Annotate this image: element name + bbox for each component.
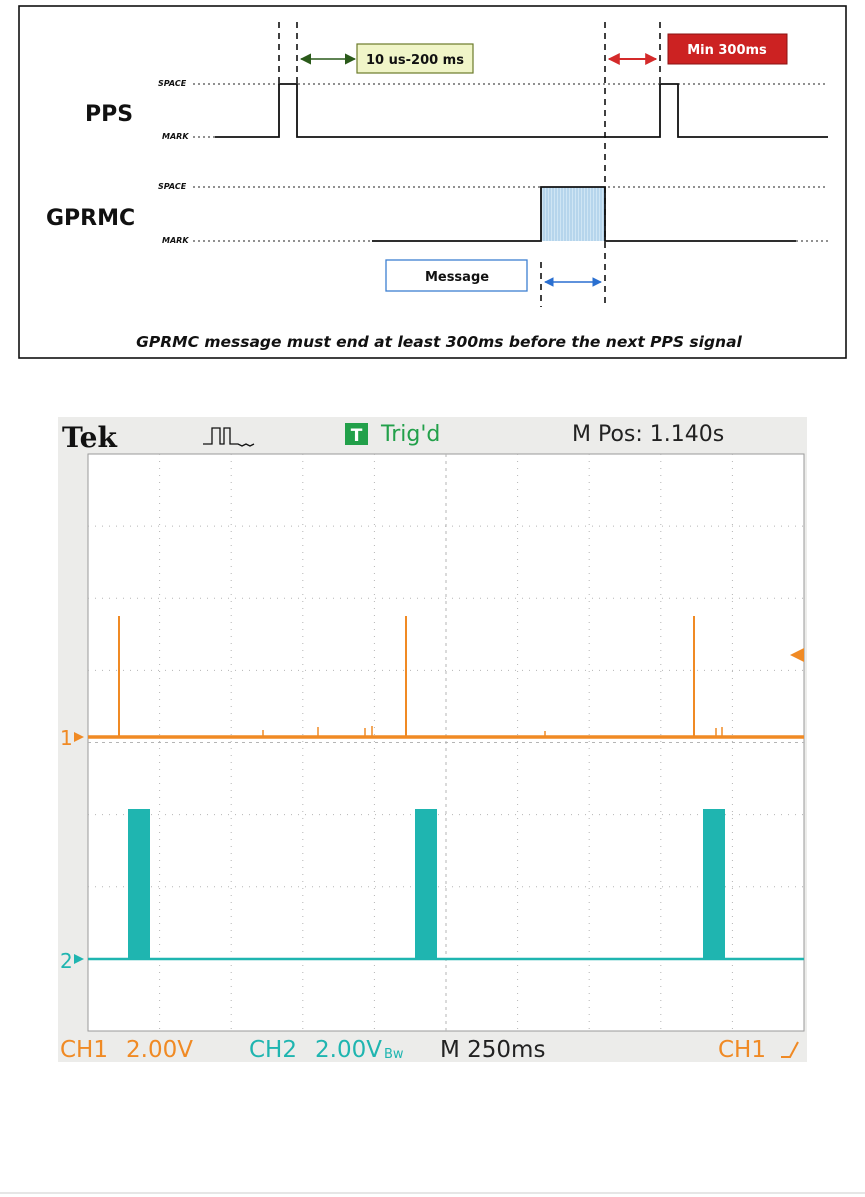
min-gap-label: Min 300ms [687, 43, 767, 58]
trigger-status: Trig'd [381, 422, 441, 447]
gprmc-space-label: SPACE [158, 182, 187, 191]
gprmc-message-fill [541, 187, 605, 241]
trigger-source: CH1 [718, 1037, 766, 1063]
ch1-label: CH1 [60, 1037, 108, 1063]
timing-diagram [19, 6, 846, 358]
ch1-marker: 1 [60, 726, 73, 750]
pps-signal-label: PPS [85, 102, 134, 127]
ch2-label: CH2 [249, 1037, 297, 1063]
ch1-scale: 2.00V [126, 1037, 193, 1063]
gprmc-signal-label: GPRMC [46, 206, 136, 231]
ch2-burst-2 [415, 809, 437, 959]
ch2-burst-1 [128, 809, 150, 959]
timing-caption: GPRMC message must end at least 300ms before the next PPS signal [136, 333, 742, 351]
scope-brand: Tek [62, 421, 117, 454]
trigger-badge-letter: T [350, 426, 363, 446]
gprmc-mark-label: MARK [162, 236, 189, 245]
ch2-scale: 2.00V [315, 1037, 382, 1063]
ch2-marker: 2 [60, 949, 73, 973]
pulse-width-label: 10 us-200 ms [366, 53, 464, 68]
oscilloscope-screen [58, 417, 807, 1063]
ch2-burst-3 [703, 809, 725, 959]
pps-space-label: SPACE [158, 79, 187, 88]
timebase-readout: M 250ms [440, 1037, 546, 1063]
message-label: Message [424, 270, 490, 285]
m-pos-readout: M Pos: 1.140s [572, 422, 725, 447]
ch2-bandwidth-limit: Bw [384, 1047, 404, 1062]
pps-mark-label: MARK [162, 132, 189, 141]
